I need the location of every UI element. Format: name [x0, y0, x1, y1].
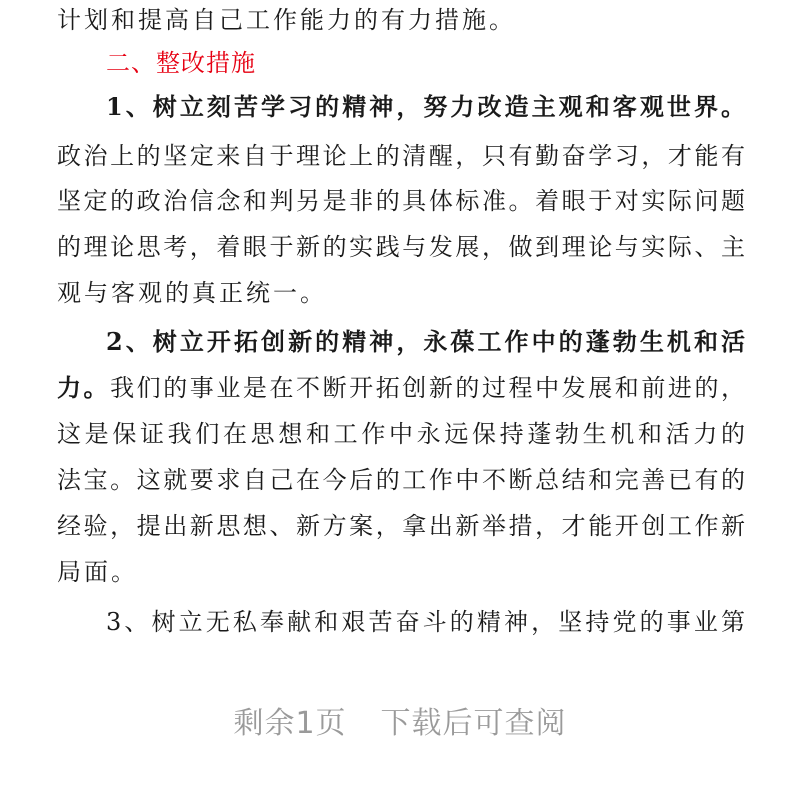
paragraph-line-13: 局面。	[57, 558, 138, 586]
paragraph-line-9-text: 我们的事业是在不断开拓创新的过程中发展和前进的，	[110, 374, 746, 402]
remaining-pages-label: 剩余1页	[233, 706, 347, 741]
subheading-3: 3、树立无私奉献和艰苦奋斗的精神，坚持党的事业第	[106, 608, 745, 636]
paragraph-line-10: 这是保证我们在思想和工作中永远保持蓬勃生机和活力的	[57, 420, 745, 448]
paragraph-line-11: 法宝。这就要求自己在今后的工作中不断总结和完善已有的	[57, 466, 745, 494]
paragraph-line-1: 计划和提高自己工作能力的有力措施。	[57, 6, 516, 34]
paragraph-line-12: 经验，提出新思想、新方案，拿出新举措，才能开创工作新	[57, 512, 745, 540]
paragraph-line-7: 观与客观的真正统一。	[57, 279, 327, 307]
download-to-view-label: 下载后可查阅	[380, 706, 567, 741]
paragraph-line-9	[57, 373, 745, 403]
paragraph-line-4: 政治上的坚定来自于理论上的清醒，只有勤奋学习，才能有	[57, 142, 745, 170]
paragraph-line-6: 的理论思考，着眼于新的实践与发展，做到理论与实际、主	[57, 233, 745, 261]
download-prompt[interactable]	[0, 698, 800, 742]
subheading-1: 1、树立刻苦学习的精神，努力改造主观和客观世界。	[106, 92, 745, 121]
paragraph-line-5: 坚定的政治信念和判另是非的具体标准。着眼于对实际问题	[57, 187, 745, 215]
subheading-2: 2、树立开拓创新的精神，永葆工作中的蓬勃生机和活	[106, 327, 745, 356]
section-heading: 二、整改措施	[106, 49, 256, 77]
content-fade	[0, 640, 800, 680]
subheading-2-continuation: 力。	[57, 373, 111, 402]
